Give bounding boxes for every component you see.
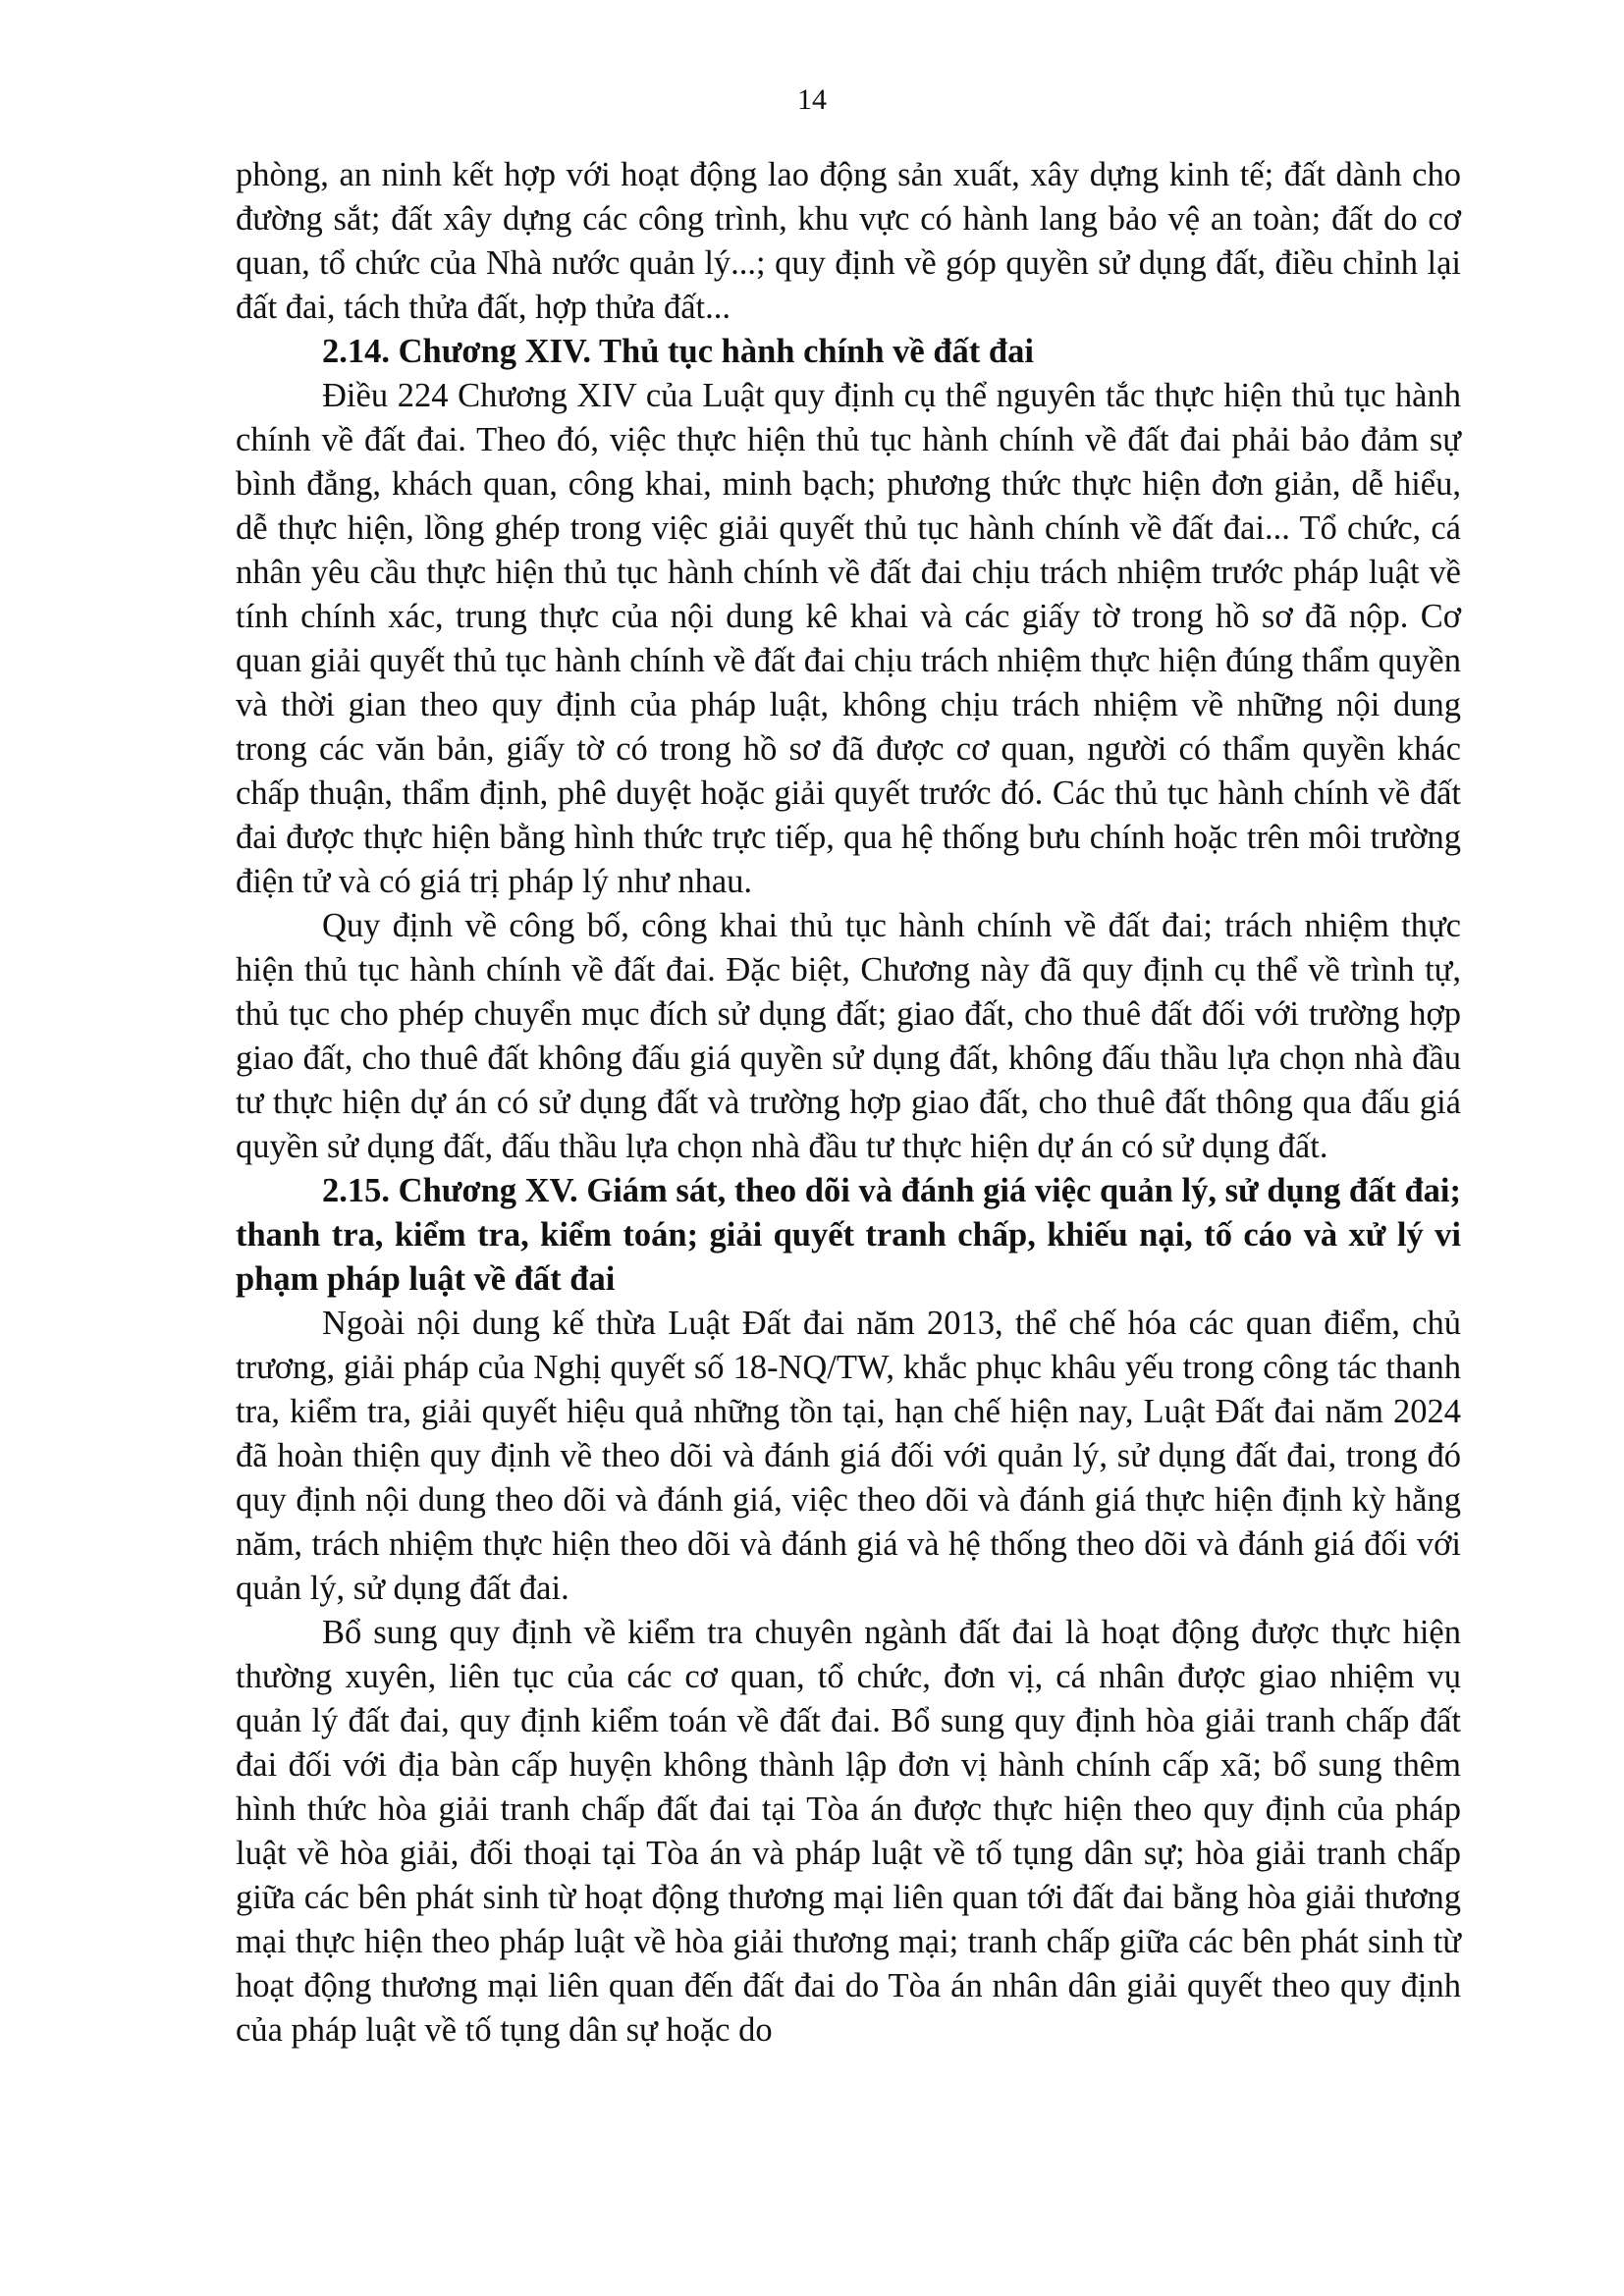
section-heading-2-15: 2.15. Chương XV. Giám sát, theo dõi và đánh giá việc quản lý, sử dụng đất đai; thanh tra, kiểm tra, kiểm toán; giải quyết tranh chấp, khiếu nại, tố cáo và xử lý vi phạm pháp luật về đất đai <box>236 1172 1461 1298</box>
paragraph-article-224: Điều 224 Chương XIV của Luật quy định cụ thể nguyên tắc thực hiện thủ tục hành chính về đất đai. Theo đó, việc thực hiện thủ tục hành chính về đất đai phải bảo đảm sự bình đẳng, khách quan, công khai, minh bạch; phương thức thực hiện đơn giản, dễ hiểu, dễ thực hiện, lồng ghép trong việc giải quyết thủ tục hành chính về đất đai... Tổ chức, cá nhân yêu cầu thực hiện thủ tục hành chính về đất đai chịu trách nhiệm trước pháp luật về tính chính xác, trung thực của nội dung kê khai và các giấy tờ trong hồ sơ đã nộp. Cơ quan giải quyết thủ tục hành chính về đất đai chịu trách nhiệm thực hiện đúng thẩm quyền và thời gian theo quy định của pháp luật, không chịu trách nhiệm về những nội dung trong các văn bản, giấy tờ có trong hồ sơ đã được cơ quan, người có thẩm quyền khác chấp thuận, thẩm định, phê duyệt hoặc giải quyết trước đó. Các thủ tục hành chính về đất đai được thực hiện bằng hình thức trực tiếp, qua hệ thống bưu chính hoặc trên môi trường điện tử và có giá trị pháp lý như nhau. <box>236 377 1461 900</box>
section-heading-2-14: 2.14. Chương XIV. Thủ tục hành chính về đất đai <box>322 333 1034 370</box>
page-number: 14 <box>797 83 827 116</box>
paragraph-continuation: phòng, an ninh kết hợp với hoạt động lao động sản xuất, xây dựng kinh tế; đất dành cho đường sắt; đất xây dựng các công trình, khu vực có hành lang bảo vệ an toàn; đất do cơ quan, tổ chức của Nhà nước quản lý...; quy định về góp quyền sử dụng đất, điều chỉnh lại đất đai, tách thửa đất, hợp thửa đất... <box>236 156 1461 326</box>
paragraph-supplementary-provisions: Bổ sung quy định về kiểm tra chuyên ngành đất đai là hoạt động được thực hiện thường xuyên, liên tục của các cơ quan, tổ chức, đơn vị, cá nhân được giao nhiệm vụ quản lý đất đai, quy định kiểm toán về đất đai. Bổ sung quy định hòa giải tranh chấp đất đai đối với địa bàn cấp huyện không thành lập đơn vị hành chính cấp xã; bổ sung thêm hình thức hòa giải tranh chấp đất đai tại Tòa án được thực hiện theo quy định của pháp luật về hòa giải, đối thoại tại Tòa án và pháp luật về tố tụng dân sự; hòa giải tranh chấp giữa các bên phát sinh từ hoạt động thương mại liên quan tới đất đai bằng hòa giải thương mại thực hiện theo pháp luật về hòa giải thương mại; tranh chấp giữa các bên phát sinh từ hoạt động thương mại liên quan đến đất đai do Tòa án nhân dân giải quyết theo quy định của pháp luật về tố tụng dân sự hoặc do <box>236 1614 1461 2049</box>
paragraph-publication-procedures: Quy định về công bố, công khai thủ tục hành chính về đất đai; trách nhiệm thực hiện thủ tục hành chính về đất đai. Đặc biệt, Chương này đã quy định cụ thể về trình tự, thủ tục cho phép chuyển mục đích sử dụng đất; giao đất, cho thuê đất đối với trường hợp giao đất, cho thuê đất không đấu giá quyền sử dụng đất, không đấu thầu lựa chọn nhà đầu tư thực hiện dự án có sử dụng đất và trường hợp giao đất, cho thuê đất thông qua đấu giá quyền sử dụng đất, đấu thầu lựa chọn nhà đầu tư thực hiện dự án có sử dụng đất. <box>236 907 1461 1165</box>
document-body <box>236 153 1461 2053</box>
paragraph-inheritance-2013: Ngoài nội dung kế thừa Luật Đất đai năm 2013, thể chế hóa các quan điểm, chủ trương, giải pháp của Nghị quyết số 18-NQ/TW, khắc phục khâu yếu trong công tác thanh tra, kiểm tra, giải quyết hiệu quả những tồn tại, hạn chế hiện nay, Luật Đất đai năm 2024 đã hoàn thiện quy định về theo dõi và đánh giá đối với quản lý, sử dụng đất đai, trong đó quy định nội dung theo dõi và đánh giá, việc theo dõi và đánh giá thực hiện định kỳ hằng năm, trách nhiệm thực hiện theo dõi và đánh giá và hệ thống theo dõi và đánh giá đối với quản lý, sử dụng đất đai. <box>236 1305 1461 1607</box>
